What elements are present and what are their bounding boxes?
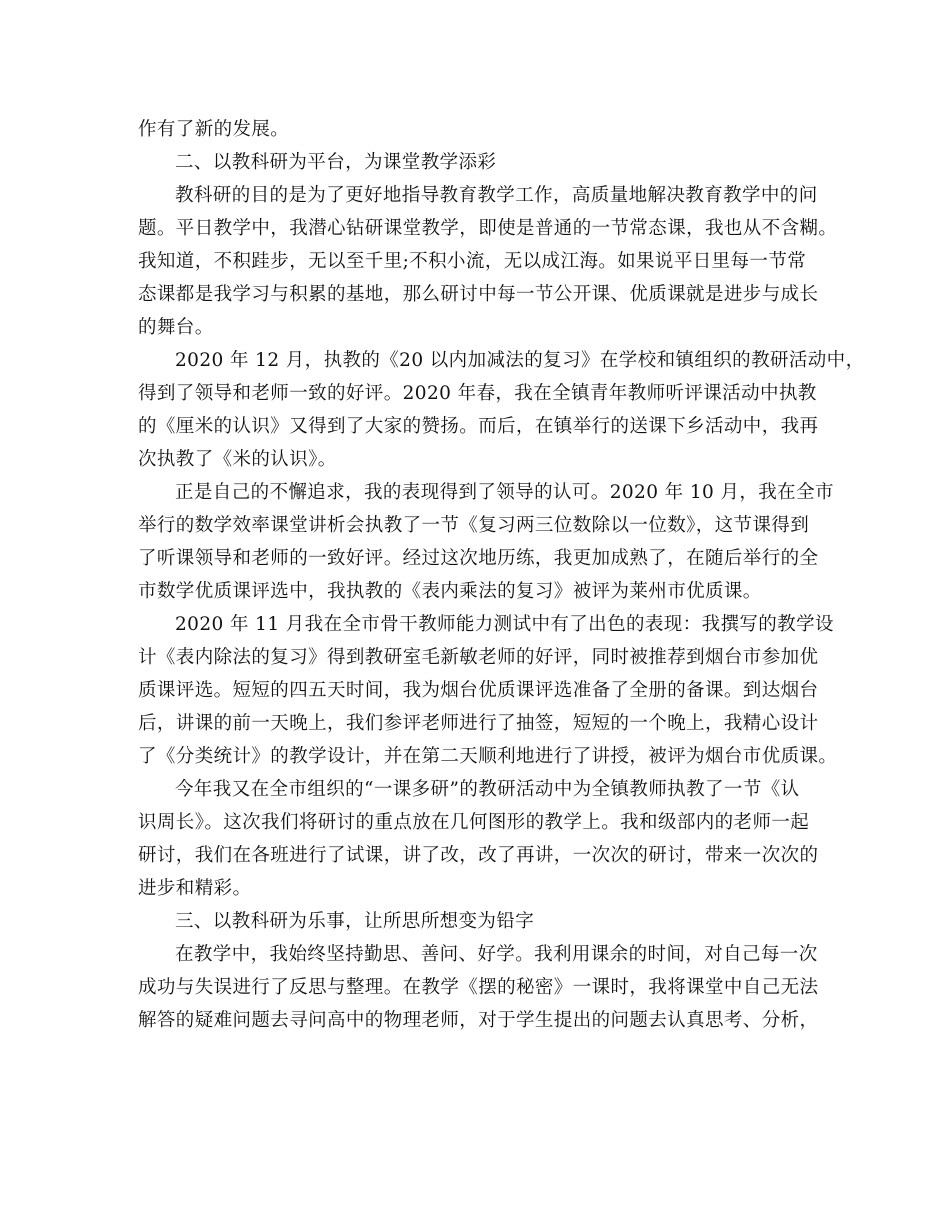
text-line: 在教学中，我始终坚持勤思、善问、好学。我利用课余的时间，对自己每一次 (175, 944, 818, 965)
text-line: 我知道，不积跬步，无以至千里;不积小流，无以成江海。如果说平日里每一节常 (138, 251, 807, 272)
text-line: 的《厘米的认识》又得到了大家的赞扬。而后，在镇举行的送课下乡活动中，我再 (138, 416, 819, 437)
text-line: 成功与失误进行了反思与整理。在教学《摆的秘密》一课时，我将课堂中自己无法 (138, 977, 819, 998)
text-line: 教科研的目的是为了更好地指导教育教学工作，高质量地解决教育教学中的问 (175, 185, 818, 206)
text-line: 作有了新的发展。 (138, 119, 290, 140)
text-line: 正是自己的不懈追求，我的表现得到了领导的认可。2020 年 10 月，我在全市 (175, 482, 834, 503)
text-line: 今年我又在全市组织的“一课多研”的教研活动中为全镇教师执教了一节《认 (175, 779, 800, 800)
text-line: 质课评选。短短的四五天时间，我为烟台优质课评选准备了全册的备课。到达烟台 (138, 680, 819, 701)
text-line: 举行的数学效率课堂讲析会执教了一节《复习两三位数除以一位数》，这节课得到 (138, 515, 810, 536)
text-line: 态课都是我学习与积累的基地，那么研讨中每一节公开课、优质课就是进步与成长 (138, 284, 819, 305)
text-line: 三、以教科研为乐事，让所思所想变为铅字 (175, 911, 535, 932)
text-line: 2020 年 11 月我在全市骨干教师能力测试中有了出色的表现：我撰写的教学设 (175, 614, 834, 635)
text-line: 市数学优质课评选中，我执教的《表内乘法的复习》被评为莱州市优质课。 (138, 581, 762, 602)
text-line: 进步和精彩。 (138, 878, 252, 899)
text-line: 研讨，我们在各班进行了试课，讲了改，改了再讲，一次次的研讨，带来一次次的 (138, 845, 819, 866)
text-line: 后，讲课的前一天晚上，我们参评老师进行了抽签，短短的一个晚上，我精心设计 (138, 713, 819, 734)
text-line: 得到了领导和老师一致的好评。2020 年春，我在全镇青年教师听评课活动中执教 (138, 383, 817, 404)
text-line: 次执教了《米的认识》。 (138, 449, 337, 470)
text-line: 2020 年 12 月，执教的《20 以内加减法的复习》在学校和镇组织的教研活动中， (175, 350, 865, 371)
text-line: 的舞台。 (138, 317, 214, 338)
text-line: 题。平日教学中，我潜心钻研课堂教学，即使是普通的一节常态课，我也从不含糊。 (138, 218, 838, 239)
text-line: 了听课领导和老师的一致好评。经过这次地历练，我更加成熟了，在随后举行的全 (138, 548, 819, 569)
text-line: 二、以教科研为平台，为课堂教学添彩 (175, 152, 497, 173)
text-line: 计《表内除法的复习》得到教研室毛新敏老师的好评，同时被推荐到烟台市参加优 (138, 647, 819, 668)
text-line: 识周长》。这次我们将研讨的重点放在几何图形的教学上。我和级部内的老师一起 (138, 812, 810, 833)
text-line: 了《分类统计》的教学设计，并在第二天顺利地进行了讲授，被评为烟台市优质课。 (138, 746, 838, 767)
document-body (138, 113, 865, 1037)
text-line: 解答的疑难问题去寻问高中的物理老师，对于学生提出的问题去认真思考、分析， (138, 1010, 819, 1031)
